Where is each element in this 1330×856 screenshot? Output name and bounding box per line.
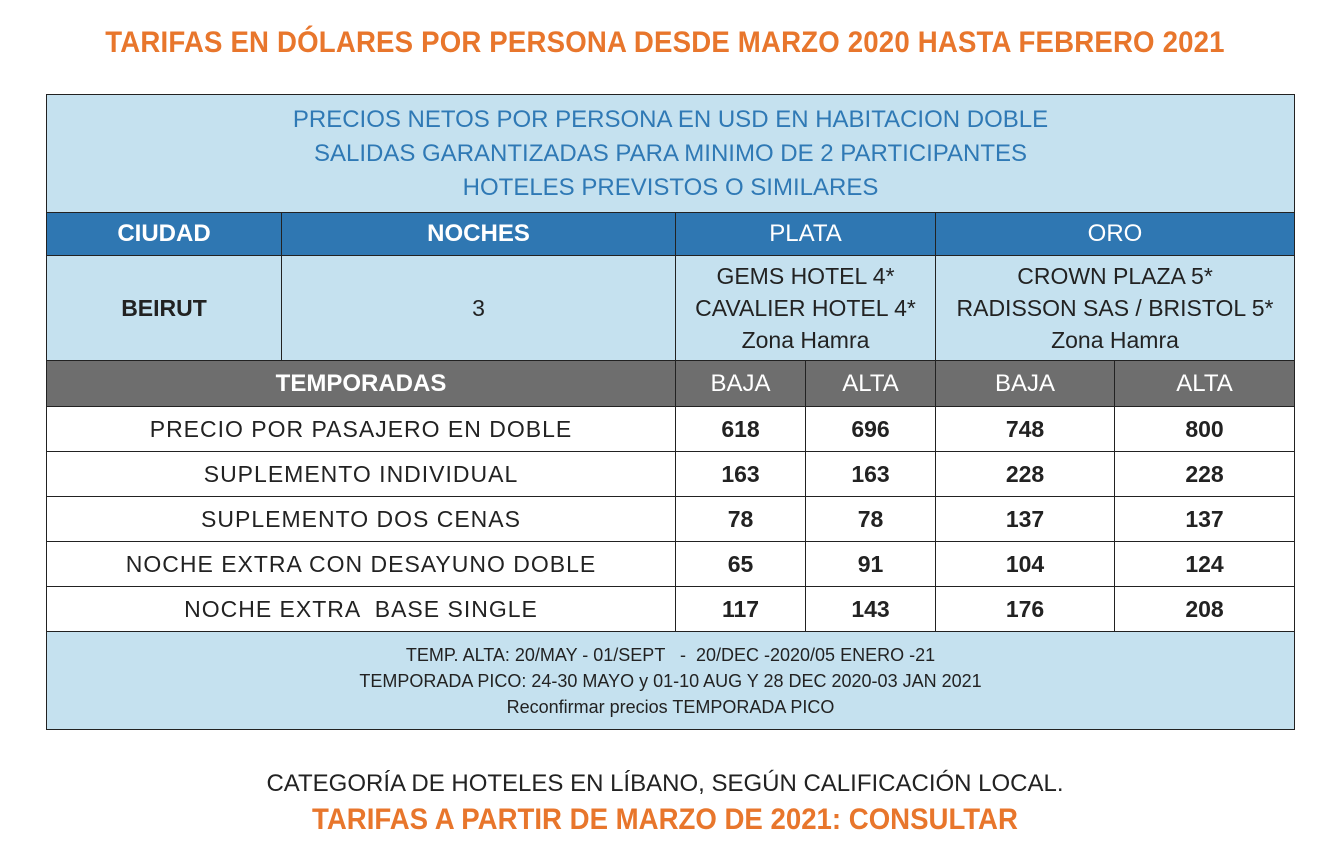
season-plata-alta: ALTA <box>806 361 936 407</box>
hotel-row <box>47 256 1295 361</box>
oro-hotel-line: CROWN PLAZA 5* <box>1017 263 1213 289</box>
price-row-label: SUPLEMENTO DOS CENAS <box>47 497 676 542</box>
price-value: 696 <box>806 407 936 452</box>
price-value: 143 <box>806 587 936 632</box>
price-row <box>47 497 1295 542</box>
season-oro-baja: BAJA <box>936 361 1115 407</box>
price-row <box>47 452 1295 497</box>
price-row <box>47 407 1295 452</box>
oro-hotels <box>936 256 1295 361</box>
nights-cell: 3 <box>282 256 676 361</box>
header-oro: ORO <box>936 213 1295 256</box>
price-value: 104 <box>936 542 1115 587</box>
price-row-label: NOCHE EXTRA BASE SINGLE <box>47 587 676 632</box>
info-line: PRECIOS NETOS POR PERSONA EN USD EN HABITACION DOBLE <box>292 105 1049 133</box>
note-line: TEMP. ALTA: 20/MAY - 01/SEPT - 20/DEC -2020/05 ENERO -21 <box>405 644 936 665</box>
season-row <box>47 361 1295 407</box>
notes-row <box>47 632 1295 730</box>
price-value: 117 <box>676 587 806 632</box>
header-ciudad: CIUDAD <box>47 213 282 256</box>
hotel-category-note: CATEGORÍA DE HOTELES EN LÍBANO, SEGÚN CALIFICACIÓN LOCAL. <box>266 770 1064 797</box>
note-line: TEMPORADA PICO: 24-30 MAYO y 01-10 AUG Y 28 DEC 2020-03 JAN 2021 <box>359 670 982 691</box>
price-value: 208 <box>1115 587 1295 632</box>
plata-zone-line: Zona Hamra <box>741 327 870 353</box>
price-value: 163 <box>676 452 806 497</box>
info-row <box>47 95 1295 213</box>
header-noches: NOCHES <box>282 213 676 256</box>
oro-hotel-line: RADISSON SAS / BRISTOL 5* <box>956 295 1274 321</box>
price-value: 124 <box>1115 542 1295 587</box>
price-value: 137 <box>1115 497 1295 542</box>
info-line: HOTELES PREVISTOS O SIMILARES <box>462 173 879 201</box>
page-title: TARIFAS EN DÓLARES POR PERSONA DESDE MARZO 2020 HASTA FEBRERO 2021 <box>105 26 1225 59</box>
info-line: SALIDAS GARANTIZADAS PARA MINIMO DE 2 PARTICIPANTES <box>313 139 1028 167</box>
info-cell <box>47 95 1295 213</box>
season-label: TEMPORADAS <box>47 361 676 407</box>
season-plata-baja: BAJA <box>676 361 806 407</box>
notes-cell <box>47 632 1295 730</box>
header-plata: PLATA <box>676 213 936 256</box>
plata-hotels <box>676 256 936 361</box>
price-value: 228 <box>936 452 1115 497</box>
price-value: 78 <box>676 497 806 542</box>
plata-hotel-line: CAVALIER HOTEL 4* <box>695 295 916 321</box>
price-value: 137 <box>936 497 1115 542</box>
price-value: 163 <box>806 452 936 497</box>
price-row <box>47 542 1295 587</box>
price-value: 800 <box>1115 407 1295 452</box>
price-value: 748 <box>936 407 1115 452</box>
price-row-label: NOCHE EXTRA CON DESAYUNO DOBLE <box>47 542 676 587</box>
note-line: Reconfirmar precios TEMPORADA PICO <box>506 696 835 717</box>
header-row <box>47 213 1295 256</box>
rates-table <box>46 94 1295 730</box>
price-value: 228 <box>1115 452 1295 497</box>
plata-hotel-line: GEMS HOTEL 4* <box>716 263 895 289</box>
oro-zone-line: Zona Hamra <box>1051 327 1179 353</box>
city-cell: BEIRUT <box>47 256 282 361</box>
price-value: 176 <box>936 587 1115 632</box>
price-row <box>47 587 1295 632</box>
price-value: 78 <box>806 497 936 542</box>
price-value: 618 <box>676 407 806 452</box>
rates-consult-note: TARIFAS A PARTIR DE MARZO DE 2021: CONSULTAR <box>312 803 1018 836</box>
price-value: 65 <box>676 542 806 587</box>
price-value: 91 <box>806 542 936 587</box>
price-row-label: SUPLEMENTO INDIVIDUAL <box>47 452 676 497</box>
price-row-label: PRECIO POR PASAJERO EN DOBLE <box>47 407 676 452</box>
season-oro-alta: ALTA <box>1115 361 1295 407</box>
